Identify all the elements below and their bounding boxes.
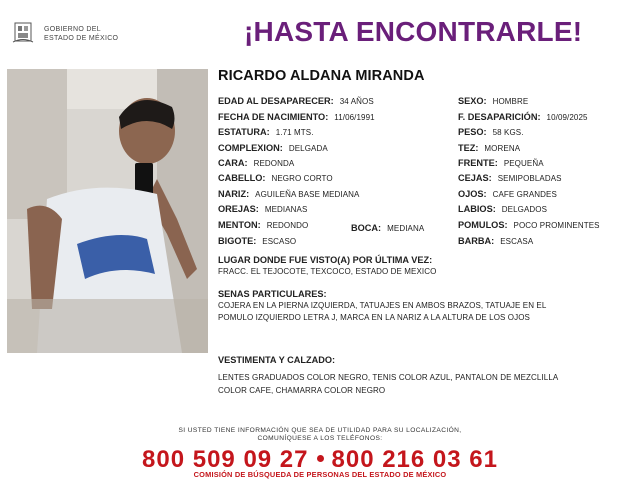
field-hair bbox=[218, 173, 333, 183]
field-age bbox=[218, 96, 374, 106]
logo-line-1: GOBIERNO DEL bbox=[44, 26, 101, 33]
field-label: F. DESAPARICIÓN: bbox=[458, 112, 541, 122]
field-label: CEJAS: bbox=[458, 173, 492, 183]
field-label: BOCA: bbox=[351, 223, 382, 233]
field-complexion bbox=[218, 143, 328, 153]
field-eyes bbox=[458, 189, 557, 199]
field-value: MEDIANAS bbox=[264, 205, 308, 214]
field-lips bbox=[458, 204, 547, 214]
field-value: 11/06/1991 bbox=[334, 113, 375, 122]
field-eyebrows bbox=[458, 173, 562, 183]
field-label: PESO: bbox=[458, 127, 487, 137]
field-disappearance-date bbox=[458, 112, 588, 122]
field-label: ESTATURA: bbox=[218, 127, 270, 137]
field-moustache bbox=[218, 236, 296, 246]
field-mouth bbox=[351, 223, 424, 233]
field-value: SEMIPOBLADAS bbox=[497, 174, 562, 183]
field-nose bbox=[218, 189, 360, 199]
field-label: EDAD AL DESAPARECER: bbox=[218, 96, 334, 106]
field-value: NEGRO CORTO bbox=[271, 174, 333, 183]
field-label: SEXO: bbox=[458, 96, 487, 106]
field-value: MORENA bbox=[484, 144, 521, 153]
field-value: ESCASO bbox=[262, 237, 297, 246]
state-crest-icon bbox=[12, 20, 34, 44]
field-chin bbox=[218, 220, 308, 230]
photo-illustration bbox=[7, 69, 208, 353]
marks-label: SENAS PARTICULARES: bbox=[218, 289, 327, 299]
field-value: REDONDA bbox=[253, 159, 295, 168]
field-value: DELGADOS bbox=[501, 205, 548, 214]
field-forehead bbox=[458, 158, 544, 168]
logo-line-2: ESTADO DE MÉXICO bbox=[44, 35, 119, 42]
field-ears bbox=[218, 204, 307, 214]
field-label: BARBA: bbox=[458, 236, 495, 246]
field-label: CARA: bbox=[218, 158, 248, 168]
field-face bbox=[218, 158, 294, 168]
phone-2: 800 216 03 61 bbox=[331, 446, 498, 473]
field-value: AGUILEÑA BASE MEDIANA bbox=[255, 190, 360, 199]
government-logo bbox=[10, 18, 120, 48]
field-label: FECHA DE NACIMIENTO: bbox=[218, 112, 329, 122]
headline: ¡HASTA ENCONTRARLE! bbox=[244, 16, 583, 47]
marks-line-2: POMULO IZQUIERDO LETRA J, MARCA EN LA NARIZ A LA ALTURA DE LOS OJOS bbox=[218, 313, 530, 322]
field-sex bbox=[458, 96, 528, 106]
person-photo bbox=[7, 69, 208, 353]
clothing-line-1: LENTES GRADUADOS COLOR NEGRO, TENIS COLOR AZUL, PANTALON DE MEZCLILLA bbox=[218, 373, 559, 382]
field-label: BIGOTE: bbox=[218, 236, 257, 246]
separator-dot-icon bbox=[317, 455, 324, 462]
field-label: FRENTE: bbox=[458, 158, 498, 168]
field-value: 58 KGS. bbox=[492, 128, 524, 137]
field-height bbox=[218, 127, 314, 137]
field-value: ESCASA bbox=[500, 237, 534, 246]
last-seen-label: LUGAR DONDE FUE VISTO(A) POR ÚLTIMA VEZ: bbox=[218, 255, 433, 265]
clothing-label: VESTIMENTA Y CALZADO: bbox=[218, 355, 336, 365]
clothing-line-2: COLOR CAFE, CHAMARRA COLOR NEGRO bbox=[218, 386, 386, 395]
field-value: HOMBRE bbox=[492, 97, 529, 106]
field-value: POCO PROMINENTES bbox=[513, 221, 600, 230]
field-value: REDONDO bbox=[266, 221, 309, 230]
info-line-2: COMUNÍQUESE A LOS TELÉFONOS: bbox=[257, 435, 383, 442]
field-value: MEDIANA bbox=[387, 224, 425, 233]
field-value: 10/09/2025 bbox=[546, 113, 588, 122]
field-birthdate bbox=[218, 112, 375, 122]
field-label: TEZ: bbox=[458, 143, 479, 153]
field-label: CABELLO: bbox=[218, 173, 266, 183]
field-cheekbones bbox=[458, 220, 600, 230]
field-label: OJOS: bbox=[458, 189, 487, 199]
field-label: LABIOS: bbox=[458, 204, 496, 214]
field-value: 34 AÑOS bbox=[339, 97, 374, 106]
marks-line-1: COJERA EN LA PIERNA IZQUIERDA, TATUAJES EN AMBOS BRAZOS, TATUAJE EN EL bbox=[218, 301, 547, 310]
field-label: COMPLEXION: bbox=[218, 143, 283, 153]
field-weight bbox=[458, 127, 524, 137]
field-value: PEQUEÑA bbox=[503, 159, 544, 168]
commission-name: COMISIÓN DE BÚSQUEDA DE PERSONAS DEL ESTADO DE MÉXICO bbox=[193, 470, 447, 479]
field-value: DELGADA bbox=[288, 144, 328, 153]
field-label: NARIZ: bbox=[218, 189, 250, 199]
field-label: MENTON: bbox=[218, 220, 261, 230]
last-seen-text: FRACC. EL TEJOCOTE, TEXCOCO, ESTADO DE MEXICO bbox=[218, 267, 437, 276]
phone-1: 800 509 09 27 bbox=[142, 446, 309, 473]
field-label: POMULOS: bbox=[458, 220, 508, 230]
field-beard bbox=[458, 236, 533, 246]
info-line-1: SI USTED TIENE INFORMACIÓN QUE SEA DE UTILIDAD PARA SU LOCALIZACIÓN, bbox=[178, 427, 462, 434]
field-skin-tone bbox=[458, 143, 520, 153]
field-value: CAFE GRANDES bbox=[492, 190, 557, 199]
field-label: OREJAS: bbox=[218, 204, 259, 214]
field-value: 1.71 MTS. bbox=[275, 128, 314, 137]
person-name: RICARDO ALDANA MIRANDA bbox=[218, 68, 425, 84]
